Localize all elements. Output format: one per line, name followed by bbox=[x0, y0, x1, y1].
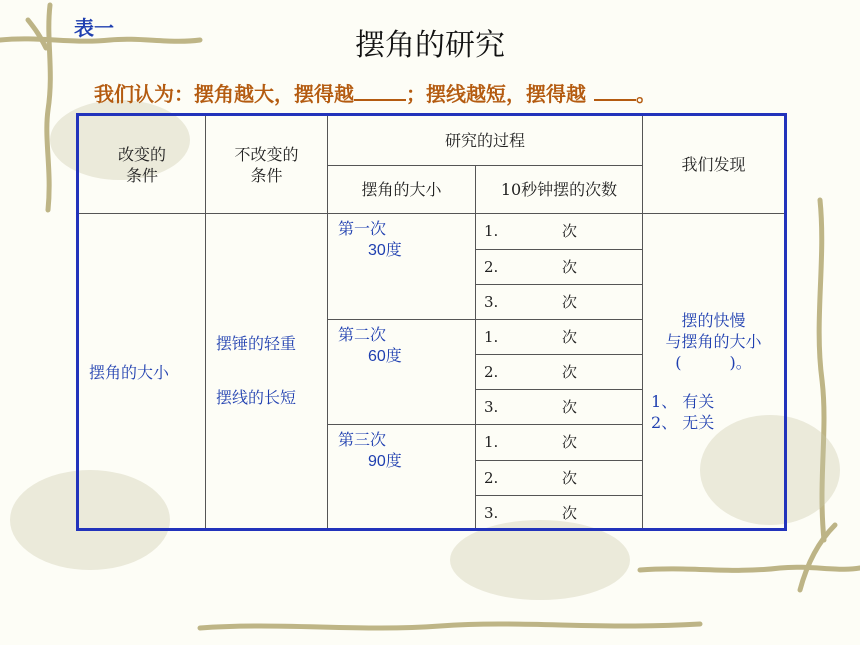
finding-answer-blank[interactable]: ( )。 bbox=[675, 352, 752, 372]
unchanged-condition-values: 摆锤的轻重 摆线的长短 bbox=[206, 214, 328, 530]
answer-blank-2[interactable] bbox=[594, 99, 636, 101]
count-row[interactable]: 2. 次 bbox=[476, 355, 643, 390]
finding-option-related[interactable]: 1、 有关 bbox=[651, 391, 715, 411]
header-swing-angle: 摆角的大小 bbox=[328, 166, 476, 214]
changed-condition-value: 摆角的大小 bbox=[78, 214, 206, 530]
header-changed-condition: 改变的 条件 bbox=[78, 115, 206, 214]
table-number-label: 表一 bbox=[74, 16, 114, 40]
statement-part-3: 。 bbox=[636, 82, 656, 106]
answer-blank-1[interactable] bbox=[354, 99, 406, 101]
trial-3-angle: 第三次 90度 bbox=[328, 425, 476, 530]
page-title: 摆角的研究 bbox=[355, 28, 505, 63]
finding-option-unrelated[interactable]: 2、 无关 bbox=[651, 412, 715, 432]
trial-1-angle: 第一次 30度 bbox=[328, 214, 476, 319]
header-unchanged-condition: 不改变的 条件 bbox=[206, 115, 328, 214]
header-findings: 我们发现 bbox=[643, 115, 786, 214]
statement-part-2: ；摆线越短，摆得越 bbox=[406, 82, 586, 106]
count-row[interactable]: 2. 次 bbox=[476, 460, 643, 495]
count-row[interactable]: 1. 次 bbox=[476, 319, 643, 354]
trial-2-angle: 第二次 60度 bbox=[328, 319, 476, 424]
count-row[interactable]: 1. 次 bbox=[476, 425, 643, 460]
header-research-process: 研究的过程 bbox=[328, 115, 643, 166]
findings-cell: 摆的快慢 与摆角的大小 ( )。 1、 有关 2、 无关 bbox=[643, 214, 786, 530]
hypothesis-statement bbox=[94, 78, 656, 107]
count-row[interactable]: 3. 次 bbox=[476, 390, 643, 425]
pendulum-angle-study-table bbox=[76, 113, 787, 531]
count-row[interactable]: 3. 次 bbox=[476, 495, 643, 529]
count-row[interactable]: 1. 次 bbox=[476, 214, 643, 249]
statement-part-1: 我们认为：摆角越大，摆得越 bbox=[94, 82, 354, 106]
header-swings-per-10s: 10秒钟摆的次数 bbox=[476, 166, 643, 214]
count-row[interactable]: 2. 次 bbox=[476, 249, 643, 284]
count-row[interactable]: 3. 次 bbox=[476, 284, 643, 319]
